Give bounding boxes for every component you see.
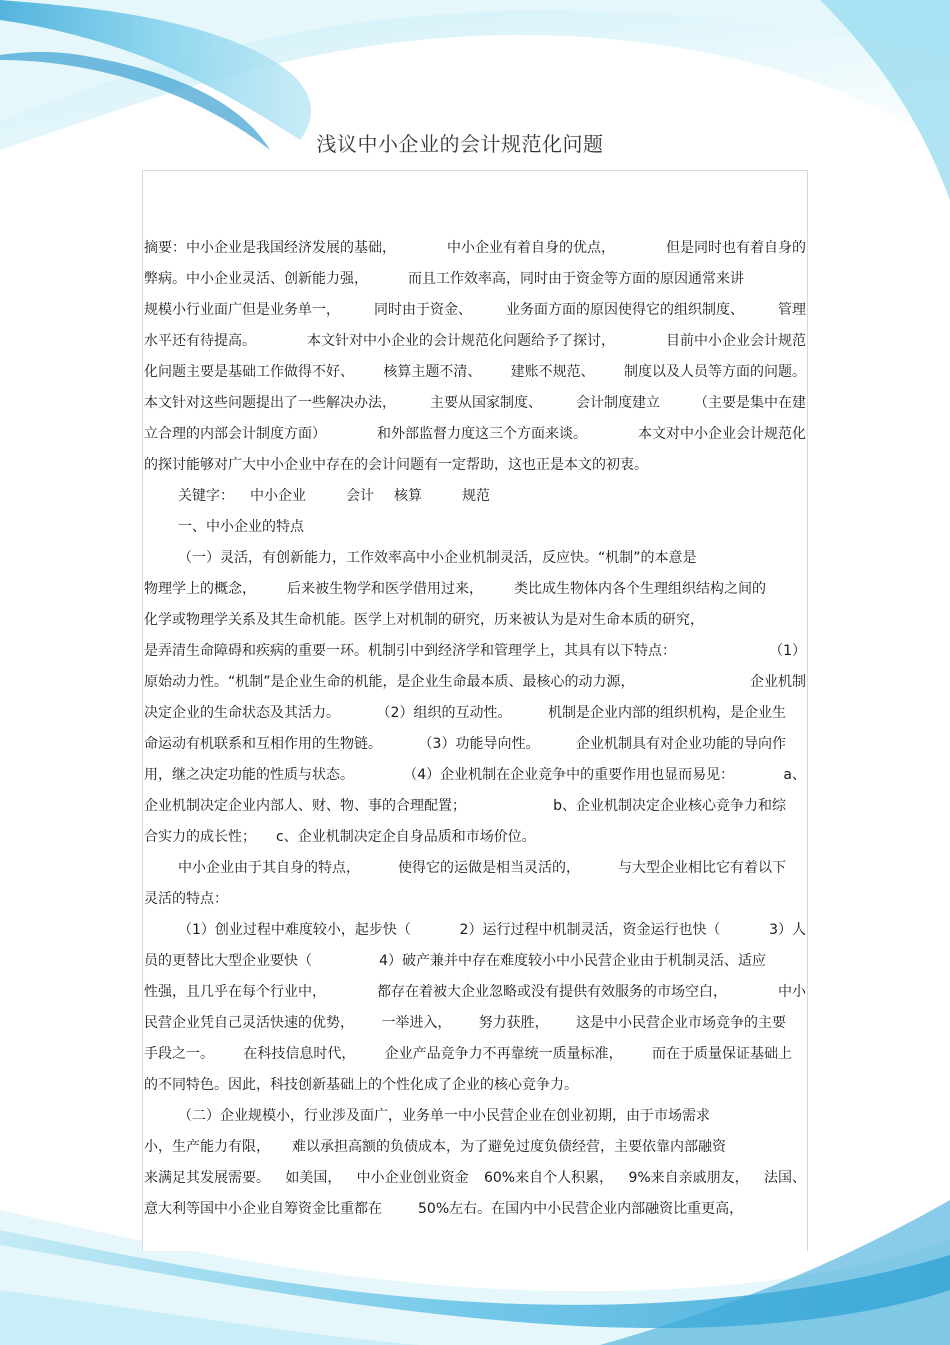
text-line: 是弄清生命障碍和疾病的重要一环。机制引中到经济学和管理学上，其具有以下特点： （1） <box>144 643 806 659</box>
text-line: 化学或物理学关系及其生命机能。医学上对机制的研究，历来被认为是对生命本质的研究， <box>144 612 704 628</box>
document-body <box>144 233 806 1225</box>
text-line: 化问题主要是基础工作做得不好、 核算主题不清、 建账不规范、 制度以及人员等方面的问题。 <box>144 364 806 380</box>
text-line: 民营企业凭自己灵活快速的优势， 一举进入， 努力获胜， 这是中小民营企业市场竞争的主要 <box>144 1015 786 1031</box>
subsection-heading: （二）企业规模小，行业涉及面广，业务单一中小民营企业在创业初期，由于市场需求 <box>178 1108 710 1124</box>
text-line: 命运动有机联系和互相作用的生物链。 （3）功能导向性。 企业机制具有对企业功能的导向作 <box>144 736 786 752</box>
text-line: 意大利等国中小企业自筹资金比重都在 50%左右。在国内中小民营企业内部融资比重更高， <box>144 1201 744 1217</box>
text-line: 本文针对这些问题提出了一些解决办法， 主要从国家制度、 会计制度建立 （主要是集中在建 <box>144 395 806 411</box>
document-title: 浅议中小企业的会计规范化问题 <box>316 132 604 156</box>
text-line: 弊病。中小企业灵活、创新能力强， 而且工作效率高，同时由于资金等方面的原因通常来讲 <box>144 271 744 287</box>
text-line: 员的更替比大型企业要快（ 4）破产兼并中存在难度较小中小民营企业由于机制灵活、适应 <box>144 953 766 969</box>
text-line: 用，继之决定功能的性质与状态。 （4）企业机制在企业竞争中的重要作用也显而易见： a、 <box>144 767 806 783</box>
text-line: 的不同特色。因此，科技创新基础上的个性化成了企业的核心竞争力。 <box>144 1077 578 1093</box>
text-line: 合实力的成长性； c、企业机制决定企自身品质和市场价位。 <box>144 829 536 845</box>
text-line: 的探讨能够对广大中小企业中存在的会计问题有一定帮助，这也正是本文的初衷。 <box>144 457 648 473</box>
text-line: （1）创业过程中难度较小，起步快（ 2）运行过程中机制灵活，资金运行也快（ 3）人 <box>178 922 806 938</box>
text-line: 摘要：中小企业是我国经济发展的基础， 中小企业有着自身的优点， 但是同时也有着自身的 <box>144 240 806 256</box>
text-line: 性强，且几乎在每个行业中， 都存在着被大企业忽略或没有提供有效服务的市场空白， 中小 <box>144 984 806 1000</box>
subsection-heading: （一）灵活，有创新能力，工作效率高中小企业机制灵活，反应快。“机制”的本意是 <box>178 550 697 566</box>
text-line: 决定企业的生命状态及其活力。 （2）组织的互动性。 机制是企业内部的组织机构，是企业生 <box>144 705 786 721</box>
text-line: 来满足其发展需要。 如美国， 中小企业创业资金 60%来自个人积累， 9%来自亲戚朋友， 法国、 <box>144 1170 806 1186</box>
keywords-line: 关键字： 中小企业 会计 核算 规范 <box>178 488 490 504</box>
text-line: 原始动力性。“机制”是企业生命的机能，是企业生命最本质、最核心的动力源， 企业机制 <box>144 674 806 690</box>
section-heading: 一、中小企业的特点 <box>178 519 304 535</box>
text-line: 中小企业由于其自身的特点， 使得它的运做是相当灵活的， 与大型企业相比它有着以下 <box>178 860 786 876</box>
text-line: 灵活的特点： <box>144 891 228 907</box>
text-line: 规模小行业面广但是业务单一， 同时由于资金、 业务面方面的原因使得它的组织制度、 管理 <box>144 302 806 318</box>
text-line: 企业机制决定企业内部人、财、物、事的合理配置； b、企业机制决定企业核心竞争力和综 <box>144 798 786 814</box>
text-line: 物理学上的概念， 后来被生物学和医学借用过来， 类比成生物体内各个生理组织结构之间的 <box>144 581 766 597</box>
text-line: 手段之一。 在科技信息时代， 企业产品竞争力不再靠统一质量标准， 而在于质量保证基础上 <box>144 1046 792 1062</box>
text-line: 小，生产能力有限， 难以承担高额的负债成本，为了避免过度负债经营，主要依靠内部融资 <box>144 1139 726 1155</box>
text-line: 立合理的内部会计制度方面） 和外部监督力度这三个方面来谈。 本文对中小企业会计规范化 <box>144 426 806 442</box>
text-line: 水平还有待提高。 本文针对中小企业的会计规范化问题给予了探讨， 目前中小企业会计规范 <box>144 333 806 349</box>
